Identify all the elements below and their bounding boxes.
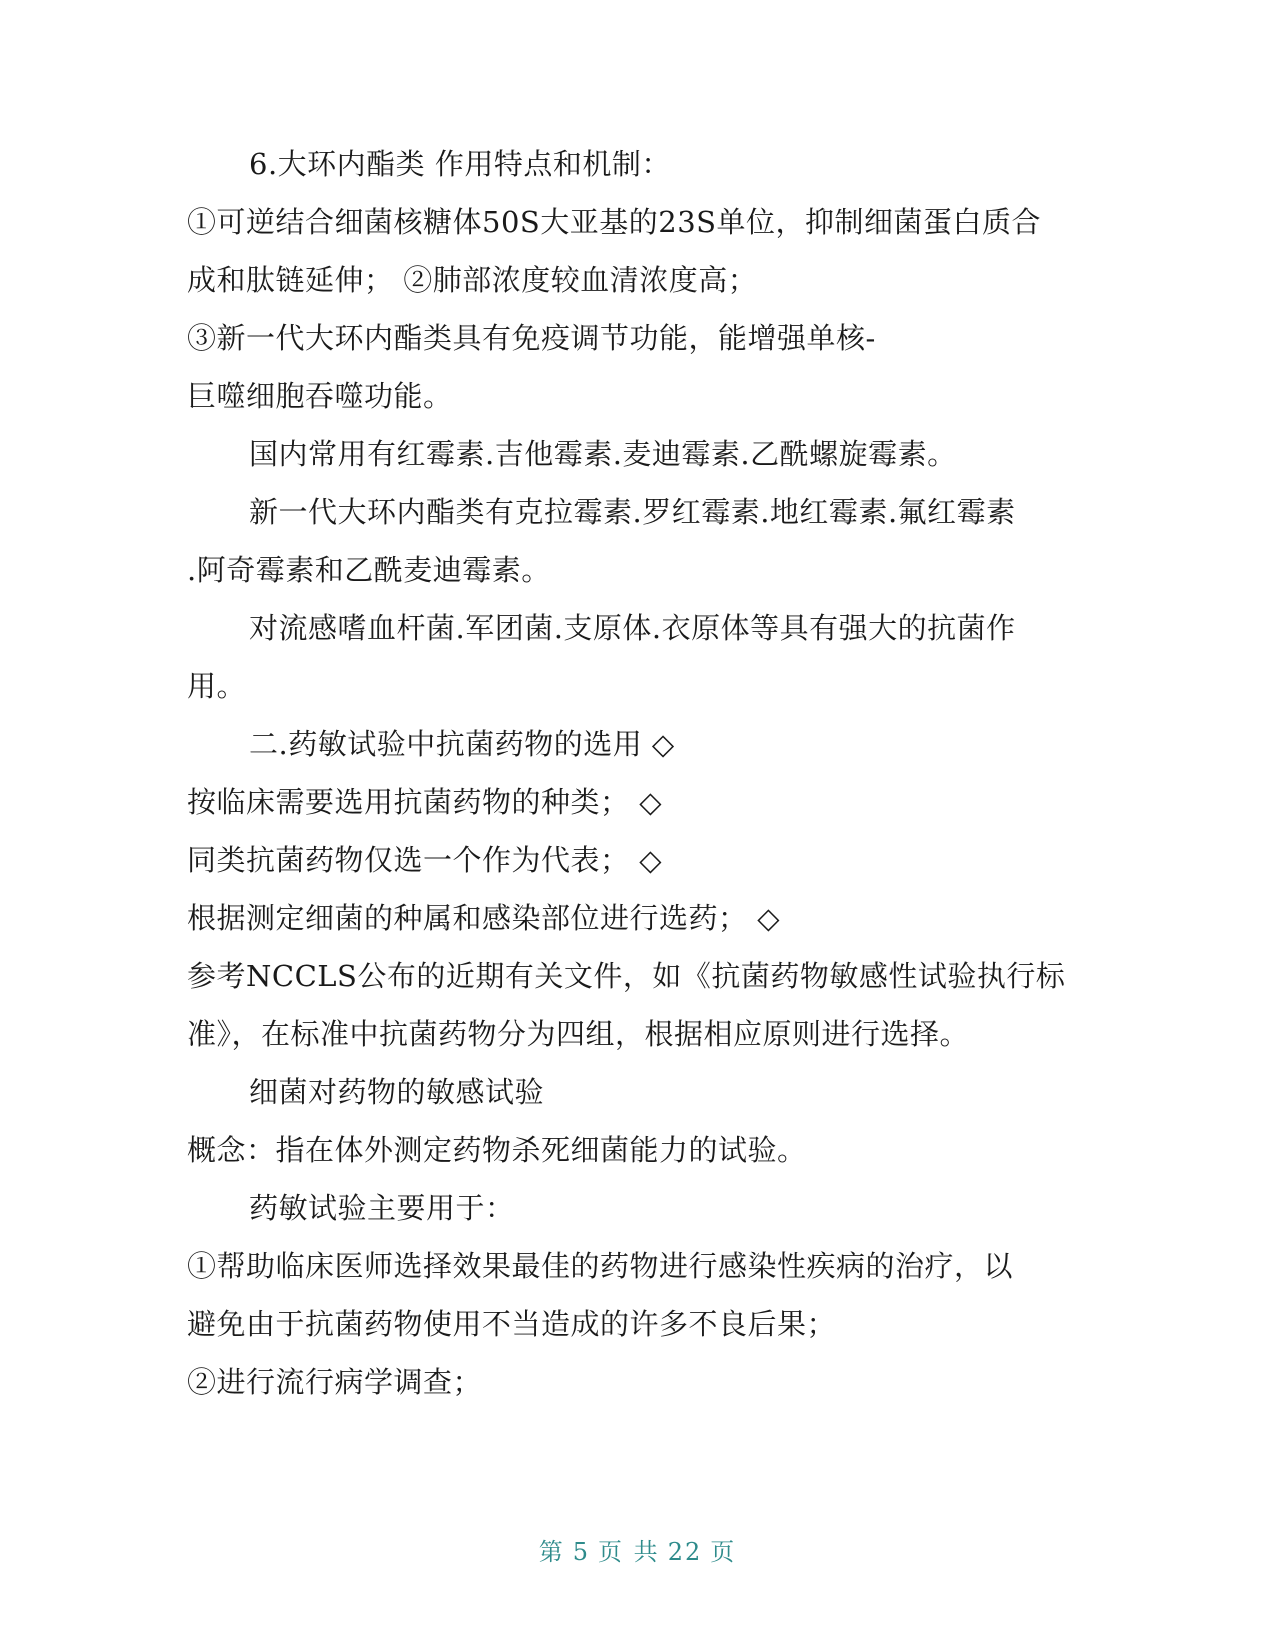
text-line: 参考NCCLS公布的近期有关文件，如《抗菌药物敏感性试验执行标	[187, 959, 1066, 993]
text-line: 国内常用有红霉素.吉他霉素.麦迪霉素.乙酰螺旋霉素。	[249, 437, 957, 471]
text-line: 成和肽链延伸； ②肺部浓度较血清浓度高；	[187, 263, 758, 297]
text-line: ①可逆结合细菌核糖体50S大亚基的23S单位，抑制细菌蛋白质合	[187, 205, 1042, 239]
footer-suffix: 页	[710, 1538, 737, 1566]
text-line: 准》，在标准中抗菌药物分为四组，根据相应原则进行选择。	[187, 1017, 970, 1051]
text-line: ②进行流行病学调查；	[187, 1365, 483, 1399]
text-line: 按临床需要选用抗菌药物的种类； ◇	[187, 785, 663, 819]
footer-middle: 页 共	[598, 1538, 660, 1566]
text-line: 6.大环内酯类 作用特点和机制：	[249, 147, 671, 181]
text-line: 新一代大环内酯类有克拉霉素.罗红霉素.地红霉素.氟红霉素	[249, 495, 1016, 529]
text-line: 巨噬细胞吞噬功能。	[187, 379, 453, 413]
text-line: ③新一代大环内酯类具有免疫调节功能，能增强单核-	[187, 321, 876, 355]
footer-total-pages: 22	[667, 1538, 703, 1566]
text-line: 概念：指在体外测定药物杀死细菌能力的试验。	[187, 1133, 807, 1167]
text-line: 用。	[187, 669, 247, 703]
text-line: 对流感嗜血杆菌.军团菌.支原体.衣原体等具有强大的抗菌作	[249, 611, 1016, 645]
section-heading: 细菌对药物的敏感试验	[249, 1075, 545, 1109]
text-line: ①帮助临床医师选择效果最佳的药物进行感染性疾病的治疗，以	[187, 1249, 1014, 1283]
text-line: 同类抗菌药物仅选一个作为代表； ◇	[187, 843, 663, 877]
text-line: 避免由于抗菌药物使用不当造成的许多不良后果；	[187, 1307, 837, 1341]
text-line: 根据测定细菌的种属和感染部位进行选药； ◇	[187, 901, 781, 935]
text-line: 药敏试验主要用于：	[249, 1191, 515, 1225]
text-line: .阿奇霉素和乙酰麦迪霉素。	[187, 553, 551, 587]
section-heading: 二.药敏试验中抗菌药物的选用 ◇	[249, 727, 675, 761]
page-footer	[0, 1537, 1275, 1567]
footer-page-number: 5	[572, 1538, 591, 1566]
footer-prefix: 第	[538, 1538, 565, 1566]
